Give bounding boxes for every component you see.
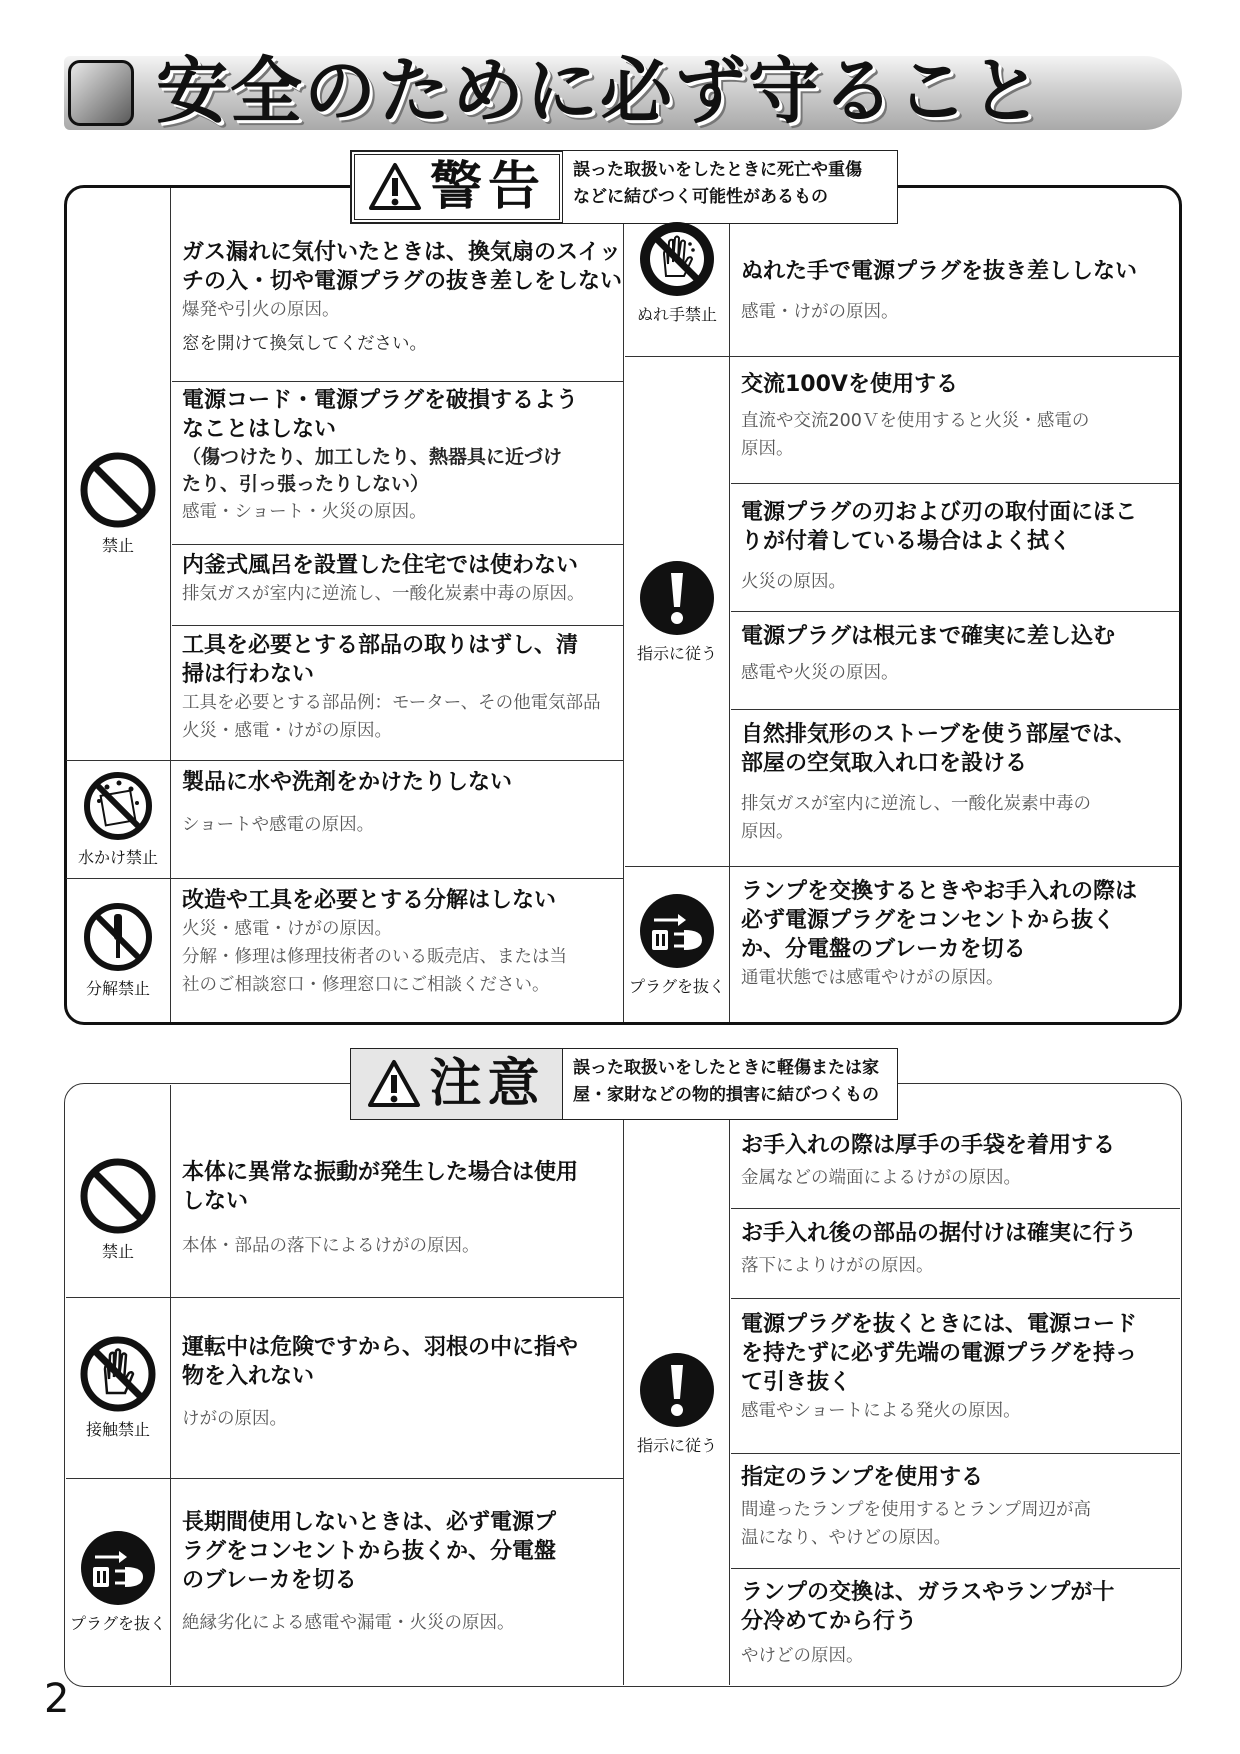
item-note: 感電・けがの原因。 bbox=[741, 302, 899, 322]
item-heading: 分冷めてから行う bbox=[741, 1609, 918, 1634]
caution-item bbox=[741, 1463, 1177, 1552]
item-note: 排気ガスが室内に逆流し、一酸化炭素中毒の原因。 bbox=[182, 584, 585, 604]
item-note: やけどの原因。 bbox=[741, 1646, 864, 1666]
warning-item bbox=[741, 622, 1177, 687]
disassembly-prohibit-icon-cell bbox=[66, 878, 170, 1022]
item-note: 分解・修理は修理技術者のいる販売店、または当 bbox=[182, 947, 567, 967]
prohibit-icon-cell bbox=[66, 381, 170, 625]
prohibit-icon bbox=[79, 1157, 157, 1235]
item-heading: 運転中は危険ですから、羽根の中に指や bbox=[182, 1335, 579, 1360]
warning-item bbox=[741, 877, 1177, 992]
caution-description-line: 誤った取扱いをしたときに軽傷または家 bbox=[573, 1058, 879, 1078]
item-note: 直流や交流200Ｖを使用すると火災・感電の bbox=[741, 411, 1090, 431]
warning-item bbox=[182, 551, 622, 608]
item-heading: 必ず電源プラグをコンセントから抜く bbox=[741, 908, 1116, 933]
wet-hand-prohibit-icon-cell bbox=[625, 188, 729, 356]
warning-item bbox=[741, 498, 1177, 596]
item-heading: ガス漏れに気付いたときは、換気扇のスイッ bbox=[182, 240, 622, 265]
caution-item bbox=[741, 1131, 1177, 1192]
instruction-icon-cell bbox=[625, 1122, 729, 1685]
item-note: 金属などの端面によるけがの原因。 bbox=[741, 1168, 1021, 1188]
item-note: 火災・感電・けがの原因。 bbox=[182, 919, 392, 939]
item-note: 火災の原因。 bbox=[741, 572, 846, 592]
caution-item bbox=[741, 1578, 1177, 1670]
item-note: けがの原因。 bbox=[182, 1409, 287, 1429]
caution-item bbox=[182, 1508, 622, 1637]
warning-item bbox=[741, 257, 1177, 326]
instruction-icon-cell bbox=[625, 356, 729, 866]
item-note: 間違ったランプを使用するとランプ周辺が高 bbox=[741, 1500, 1091, 1520]
item-heading: を持たずに必ず先端の電源プラグを持っ bbox=[741, 1341, 1138, 1366]
warning-item bbox=[182, 238, 622, 358]
icon-label: プラグを抜く bbox=[69, 1614, 166, 1633]
warning-label: 警告 bbox=[429, 157, 546, 217]
item-heading: 工具を必要とする部品の取りはずし、清 bbox=[182, 633, 579, 658]
caution-item bbox=[182, 1333, 622, 1433]
warning-item bbox=[182, 631, 622, 745]
icon-label: 禁止 bbox=[101, 535, 134, 555]
item-heading: 電源コード・電源プラグを破損するよう bbox=[182, 388, 579, 413]
prohibit-icon-cell bbox=[66, 1122, 170, 1297]
unplug-icon bbox=[638, 892, 716, 970]
icon-label: 指示に従う bbox=[636, 643, 717, 663]
item-heading: 製品に水や洗剤をかけたりしない bbox=[182, 770, 513, 795]
caution-triangle-icon bbox=[367, 1059, 421, 1109]
item-heading: お手入れの際は厚手の手袋を着用する bbox=[741, 1133, 1116, 1158]
title-square-mark bbox=[68, 60, 134, 126]
warning-description-line: 誤った取扱いをしたときに死亡や重傷 bbox=[573, 160, 862, 180]
mandatory-exclamation-icon bbox=[638, 1351, 716, 1429]
contact-prohibit-icon-cell bbox=[66, 1297, 170, 1478]
item-subheading: たり、引っ張ったりしない） bbox=[182, 473, 430, 495]
warning-item bbox=[182, 886, 622, 999]
item-note: 窓を開けて換気してください。 bbox=[182, 334, 427, 354]
caution-item bbox=[741, 1219, 1177, 1280]
icon-label: ぬれ手禁止 bbox=[636, 304, 717, 324]
warning-item bbox=[741, 720, 1177, 846]
item-heading: 電源プラグは根元まで確実に差し込む bbox=[741, 624, 1116, 649]
warning-triangle-icon bbox=[368, 162, 422, 212]
icon-label: 水かけ禁止 bbox=[77, 847, 158, 867]
no-water-icon bbox=[83, 771, 153, 841]
unplug-icon-cell bbox=[66, 1478, 170, 1685]
item-note: 温になり、やけどの原因。 bbox=[741, 1528, 951, 1548]
page-number: 2 bbox=[44, 1676, 70, 1722]
page-title: 安全のために必ず守ること bbox=[156, 49, 1045, 133]
no-wet-hand-icon bbox=[638, 220, 716, 298]
item-heading: 改造や工具を必要とする分解はしない bbox=[182, 888, 557, 913]
caution-header bbox=[350, 1048, 898, 1120]
item-heading: なことはしない bbox=[182, 417, 337, 442]
no-touch-icon bbox=[79, 1335, 157, 1413]
caution-description-line: 屋・家財などの物的損害に結びつくもの bbox=[573, 1085, 879, 1105]
warning-item bbox=[182, 386, 622, 526]
item-heading: りが付着している場合はよく拭く bbox=[741, 529, 1072, 554]
warning-description-line: などに結びつく可能性があるもの bbox=[573, 187, 828, 207]
item-heading: ぬれた手で電源プラグを抜き差ししない bbox=[741, 259, 1138, 284]
item-note: 排気ガスが室内に逆流し、一酸化炭素中毒の bbox=[741, 794, 1091, 814]
item-subheading: （傷つけたり、加工したり、熱器具に近づけ bbox=[182, 446, 563, 468]
icon-label: 禁止 bbox=[101, 1242, 134, 1261]
item-heading: 本体に異常な振動が発生した場合は使用 bbox=[182, 1160, 579, 1185]
item-heading: ランプの交換は、ガラスやランプが十 bbox=[741, 1580, 1115, 1605]
item-note: 工具を必要とする部品例：モーター、その他電気部品 bbox=[182, 693, 601, 713]
item-heading: て引き抜く bbox=[741, 1370, 852, 1395]
item-heading: 自然排気形のストーブを使う部屋では、 bbox=[741, 722, 1136, 747]
warning-item bbox=[182, 768, 622, 839]
item-note: 通電状態では感電やけがの原因。 bbox=[741, 968, 1004, 988]
item-note: 爆発や引火の原因。 bbox=[182, 300, 340, 320]
item-heading: チの入・切や電源プラグの抜き差しをしない bbox=[182, 269, 623, 294]
warning-header bbox=[350, 150, 898, 224]
item-heading: のブレーカを切る bbox=[182, 1568, 357, 1593]
icon-label: プラグを抜く bbox=[628, 976, 725, 996]
item-note: 感電や火災の原因。 bbox=[741, 663, 899, 683]
mandatory-exclamation-icon bbox=[638, 559, 716, 637]
icon-label: 接触禁止 bbox=[85, 1420, 150, 1439]
item-note: 絶縁劣化による感電や漏電・火災の原因。 bbox=[182, 1613, 515, 1633]
item-heading: 交流100Vを使用する bbox=[741, 372, 958, 397]
caution-label: 注意 bbox=[429, 1054, 546, 1114]
water-prohibit-icon-cell bbox=[66, 760, 170, 878]
item-heading: か、分電盤のブレーカを切る bbox=[741, 937, 1026, 962]
item-note: 感電・ショート・火災の原因。 bbox=[182, 502, 427, 522]
caution-item bbox=[182, 1158, 622, 1260]
item-heading: お手入れ後の部品の据付けは確実に行う bbox=[741, 1221, 1138, 1246]
warning-item bbox=[741, 370, 1177, 463]
item-heading: 電源プラグを抜くときには、電源コード bbox=[741, 1312, 1138, 1337]
item-heading: しない bbox=[182, 1189, 249, 1214]
item-note: ショートや感電の原因。 bbox=[182, 815, 375, 835]
item-note: 火災・感電・けがの原因。 bbox=[182, 721, 392, 741]
item-note: 原因。 bbox=[741, 822, 794, 842]
item-note: 本体・部品の落下によるけがの原因。 bbox=[182, 1236, 480, 1256]
item-heading: 指定のランプを使用する bbox=[741, 1465, 984, 1490]
item-heading: 長期間使用しないときは、必ず電源プ bbox=[182, 1510, 557, 1535]
item-heading: 物を入れない bbox=[182, 1364, 315, 1389]
item-heading: 部屋の空気取入れ口を設ける bbox=[741, 751, 1028, 776]
item-note: 原因。 bbox=[741, 439, 794, 459]
icon-label: 指示に従う bbox=[636, 1436, 717, 1455]
caution-item bbox=[741, 1310, 1177, 1425]
unplug-icon bbox=[79, 1529, 157, 1607]
item-heading: 掃は行わない bbox=[182, 662, 315, 687]
item-heading: 内釜式風呂を設置した住宅では使わない bbox=[182, 553, 579, 578]
item-heading: ランプを交換するときやお手入れの際は bbox=[741, 879, 1138, 904]
item-note: 感電やショートによる発火の原因。 bbox=[741, 1401, 1021, 1421]
icon-label: 分解禁止 bbox=[85, 978, 150, 998]
item-note: 落下によりけがの原因。 bbox=[741, 1256, 934, 1276]
item-heading: ラグをコンセントから抜くか、分電盤 bbox=[182, 1539, 557, 1564]
item-heading: 電源プラグの刃および刃の取付面にほこ bbox=[741, 500, 1138, 525]
unplug-icon-cell bbox=[625, 866, 729, 1022]
item-note: 社のご相談窓口・修理窓口にご相談ください。 bbox=[182, 975, 550, 995]
prohibit-icon bbox=[79, 451, 157, 529]
no-disassembly-icon bbox=[83, 902, 153, 972]
